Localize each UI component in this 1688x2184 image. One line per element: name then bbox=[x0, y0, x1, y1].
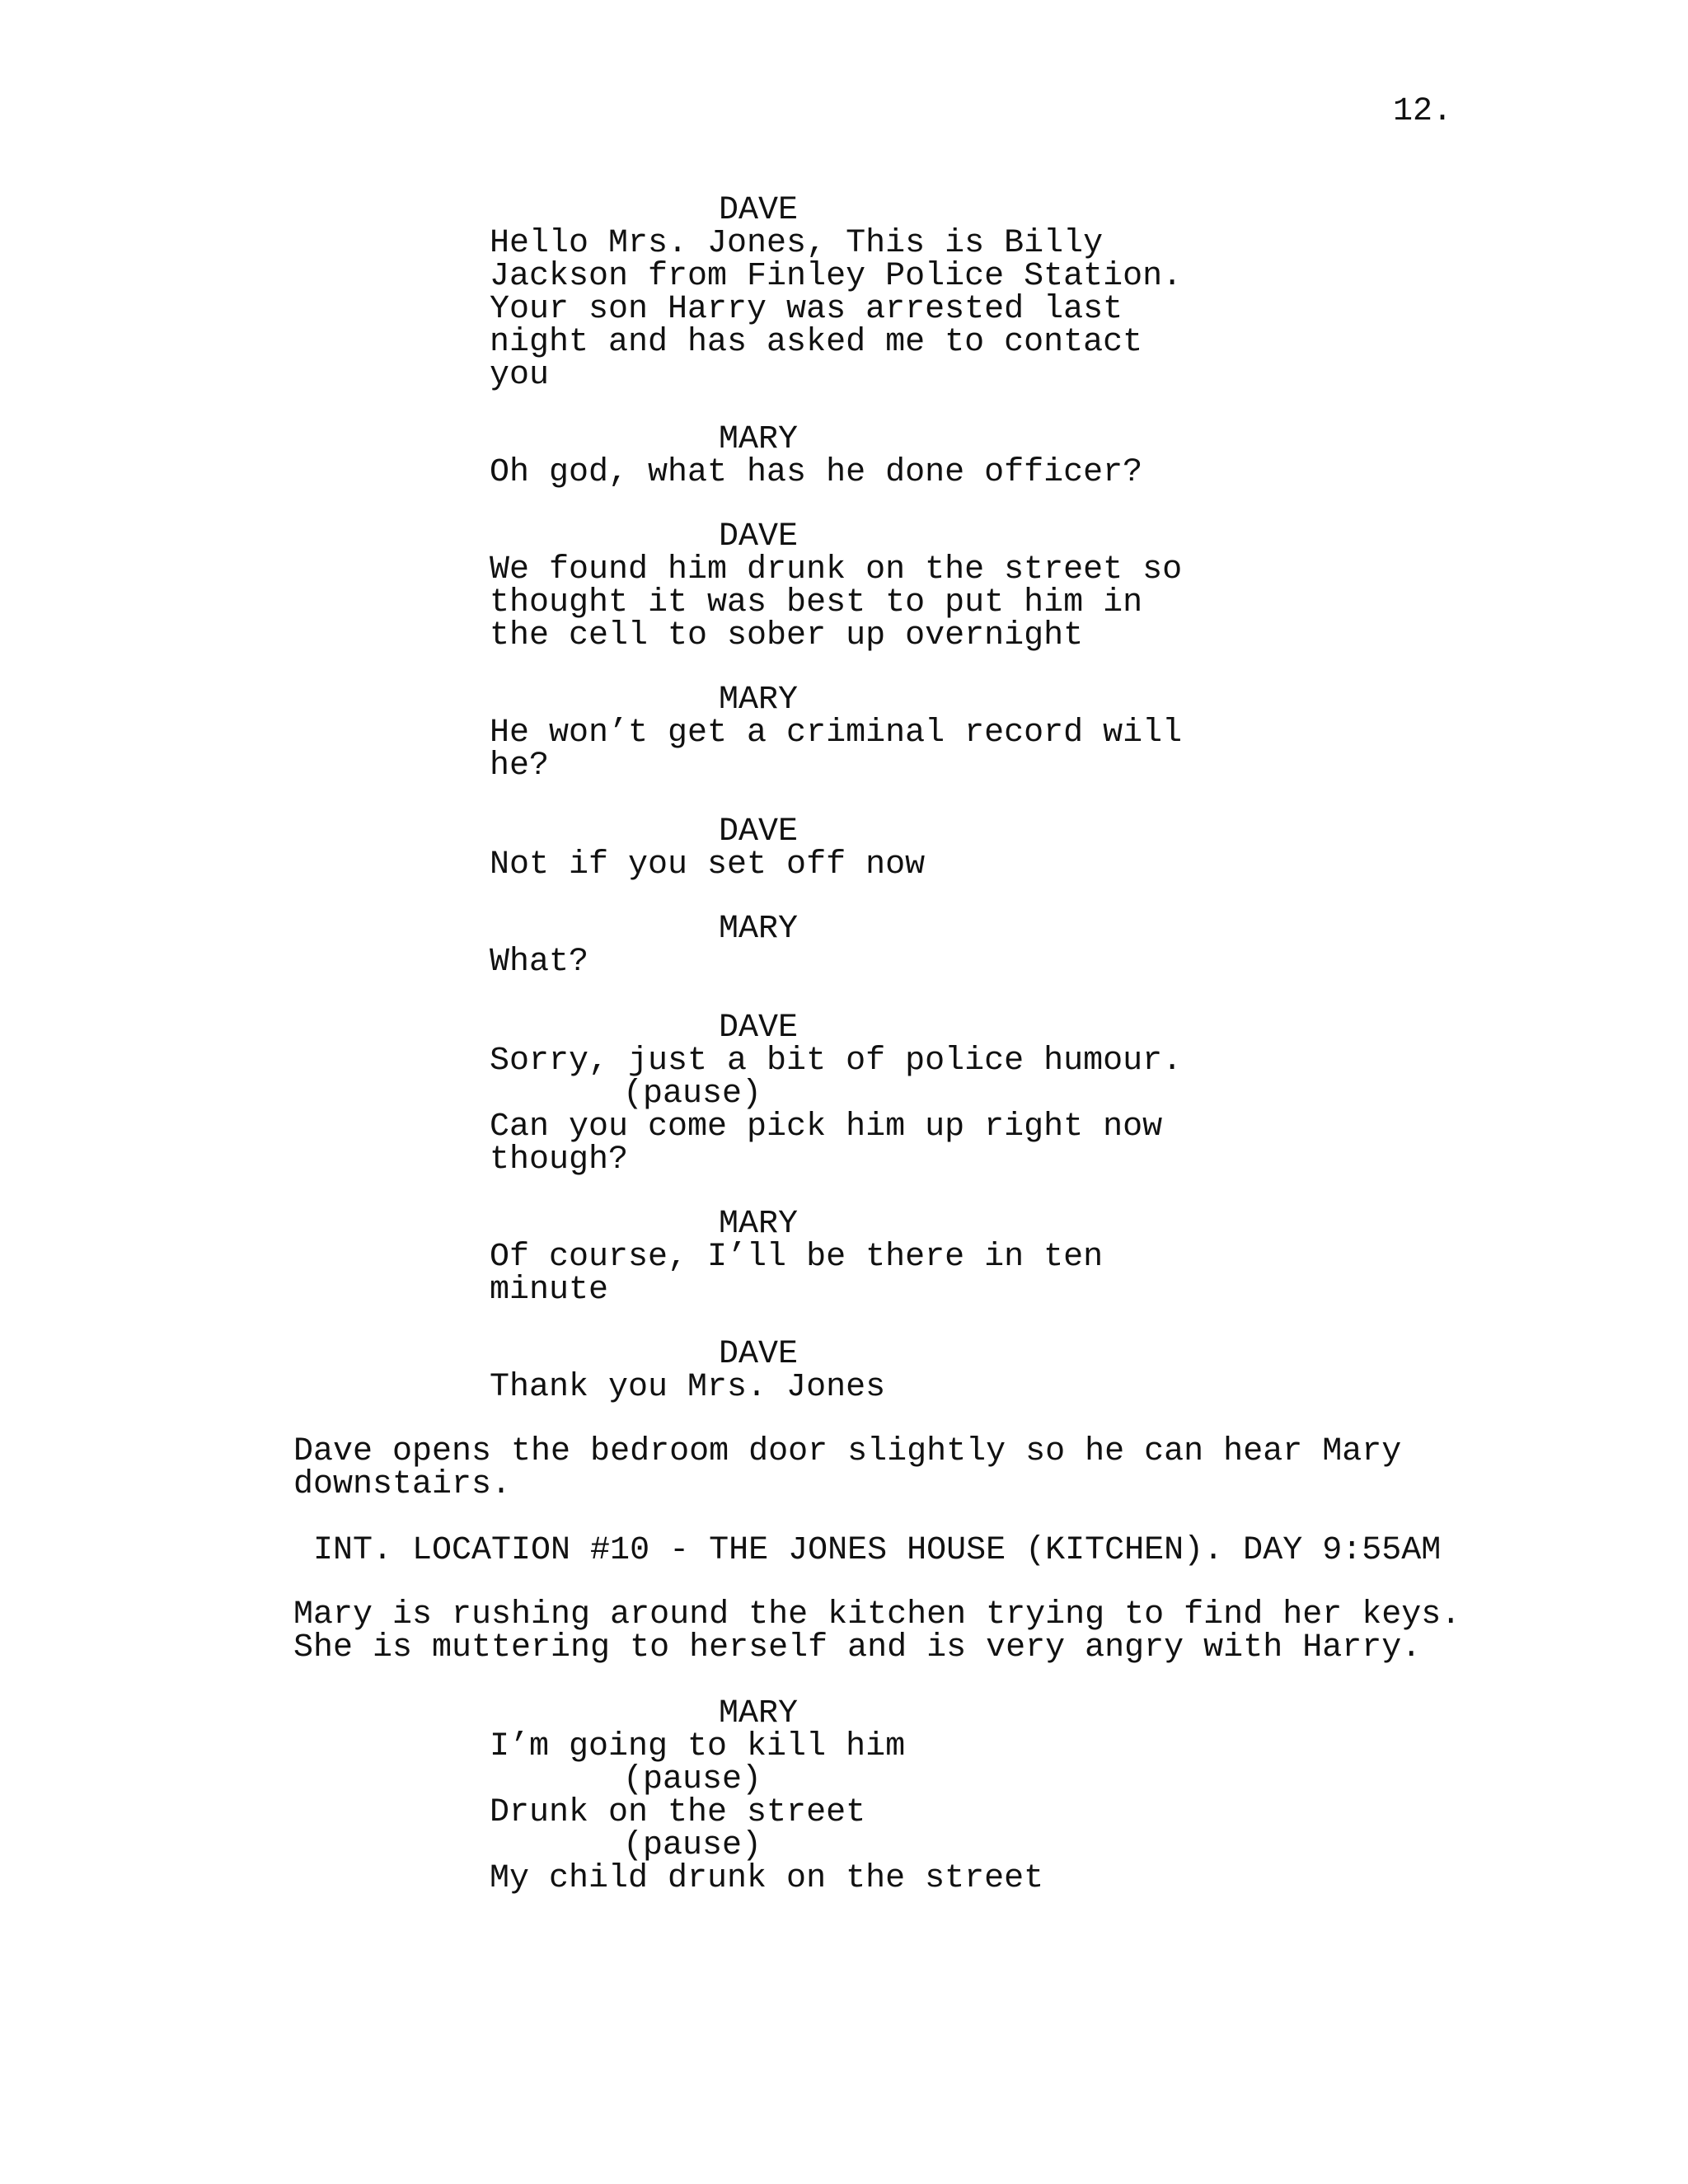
dialogue-line: Your son Harry was arrested last bbox=[490, 291, 1123, 328]
character-name: MARY bbox=[719, 911, 799, 948]
dialogue-line: Of course, I’ll be there in ten bbox=[490, 1239, 1104, 1276]
character-name: DAVE bbox=[719, 518, 799, 555]
character-name: DAVE bbox=[719, 813, 799, 851]
dialogue-line: the cell to sober up overnight bbox=[490, 617, 1084, 654]
character-name: DAVE bbox=[719, 1336, 799, 1373]
parenthetical: (pause) bbox=[623, 1761, 762, 1798]
dialogue-line: Can you come pick him up right now bbox=[490, 1108, 1163, 1146]
dialogue-line: Drunk on the street bbox=[490, 1794, 866, 1831]
dialogue-line: We found him drunk on the street so bbox=[490, 551, 1183, 588]
dialogue-line: My child drunk on the street bbox=[490, 1860, 1044, 1897]
parenthetical: (pause) bbox=[623, 1827, 762, 1864]
action-line: Dave opens the bedroom door slightly so he can hear Mary bbox=[293, 1433, 1402, 1470]
scene-heading: INT. LOCATION #10 - THE JONES HOUSE (KITCHEN). DAY 9:55AM bbox=[313, 1532, 1442, 1569]
action-line: downstairs. bbox=[293, 1466, 512, 1503]
parenthetical: (pause) bbox=[623, 1076, 762, 1113]
dialogue-line: What? bbox=[490, 944, 589, 981]
character-name: DAVE bbox=[719, 192, 799, 229]
dialogue-line: Thank you Mrs. Jones bbox=[490, 1369, 886, 1406]
page-number: 12. bbox=[1393, 93, 1453, 130]
action-line: Mary is rushing around the kitchen trying to find her keys. bbox=[293, 1596, 1461, 1633]
character-name: MARY bbox=[719, 1695, 799, 1732]
dialogue-line: Jackson from Finley Police Station. bbox=[490, 258, 1183, 295]
dialogue-line: though? bbox=[490, 1141, 629, 1179]
dialogue-line: I’m going to kill him bbox=[490, 1728, 906, 1765]
dialogue-line: night and has asked me to contact bbox=[490, 324, 1143, 361]
dialogue-line: Oh god, what has he done officer? bbox=[490, 454, 1143, 491]
dialogue-line: Hello Mrs. Jones, This is Billy bbox=[490, 225, 1104, 262]
dialogue-line: He won’t get a criminal record will bbox=[490, 715, 1183, 752]
dialogue-line: Not if you set off now bbox=[490, 846, 926, 883]
dialogue-line: you bbox=[490, 357, 550, 394]
character-name: DAVE bbox=[719, 1010, 799, 1047]
action-line: She is muttering to herself and is very angry with Harry. bbox=[293, 1629, 1422, 1666]
dialogue-line: Sorry, just a bit of police humour. bbox=[490, 1043, 1183, 1080]
character-name: MARY bbox=[719, 682, 799, 719]
dialogue-line: he? bbox=[490, 748, 550, 785]
character-name: MARY bbox=[719, 1206, 799, 1243]
dialogue-line: thought it was best to put him in bbox=[490, 584, 1143, 621]
character-name: MARY bbox=[719, 421, 799, 458]
dialogue-line: minute bbox=[490, 1272, 609, 1309]
